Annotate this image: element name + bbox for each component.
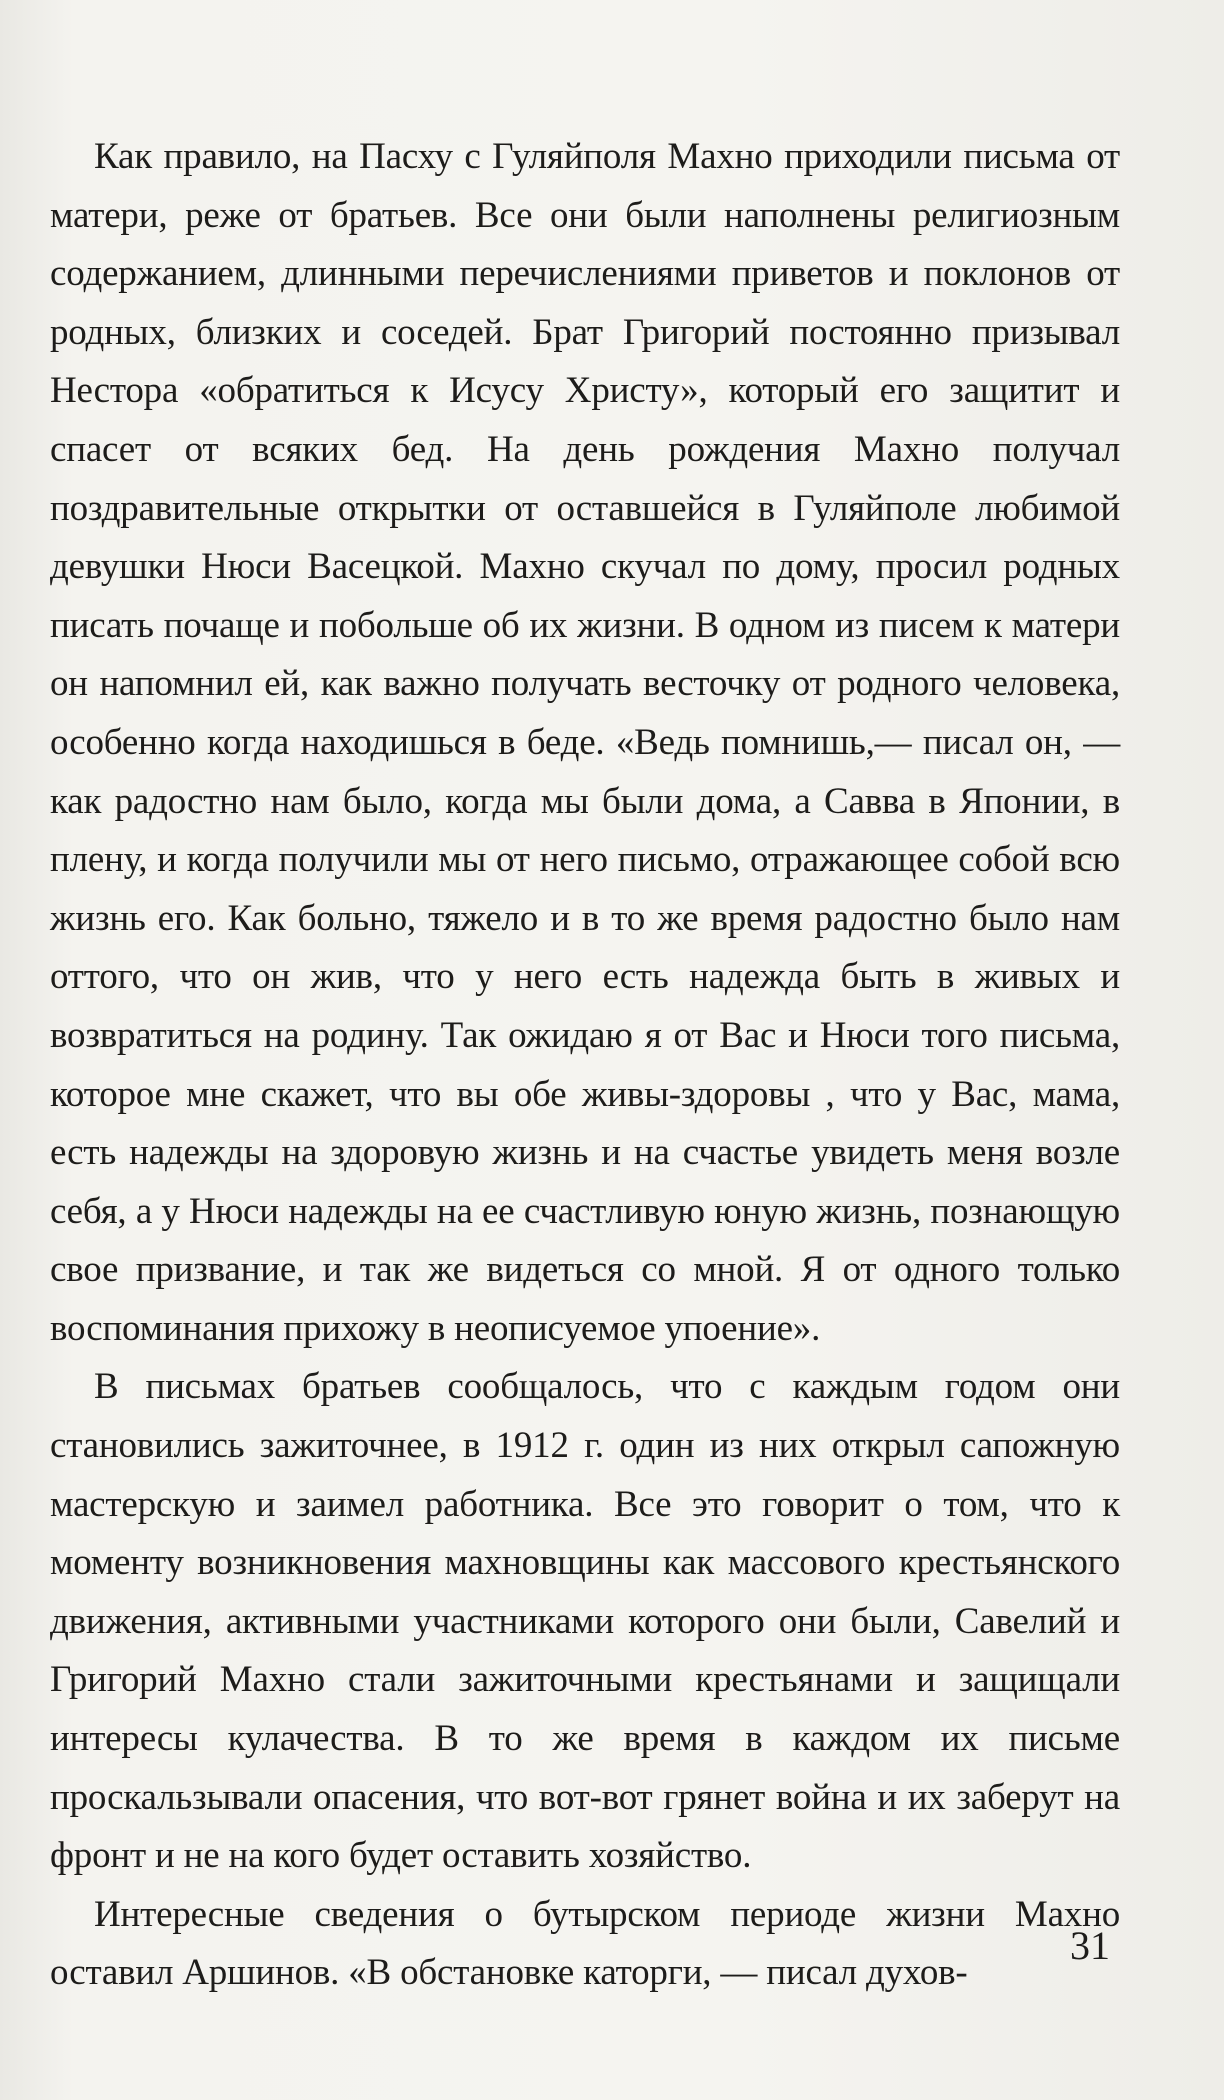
paragraph-1: Как правило, на Пасху с Гуляйполя Махно приходили письма от матери, реже от братьев. Все они были наполнены религиозным содержанием, длинными перечислениями приветов и поклонов от родных, близких и соседей. Брат Григорий постоянно призывал Нестора «обратиться к Исусу Христу», который его защитит и спасет от всяких бед. На день рождения Махно получал поздравительные открытки от оставшейся в Гуляйполе любимой девушки Нюси Васецкой. Махно скучал по дому, просил родных писать почаще и побольше об их жизни. В одном из писем к матери он напомнил ей, как важно получать весточку от родного человека, особенно когда находишься в беде. «Ведь помнишь,— писал он, — как радостно нам было, когда мы были дома, а Савва в Японии, в плену, и когда получили мы от него письмо, отражающее собой всю жизнь его. Как больно, тяжело и в то же время радостно было нам оттого, что он жив, что у него есть надежда быть в живых и возвратиться на родину. Так ожидаю я от Вас и Нюси того письма, которое мне скажет, что вы обе живы-здоровы , что у Вас, мама, есть надежды на здоровую жизнь и на счастье увидеть меня возле себя, а у Нюси надежды на ее счастливую юную жизнь, познающую свое призвание, и так же видеться со мной. Я от одного только воспоминания прихожу в неописуемое упоение». [50,136,1120,1349]
paragraph-3: Интересные сведения о бутырском периоде жизни Махно оставил Аршинов. «В обстановке каторги, — писал духов- [50,1893,1120,1994]
page-number: 31 [1070,1923,1110,1968]
paragraph-2: В письмах братьев сообщалось, что с каждым годом они становились зажиточнее, в 1912 г. один из них открыл сапожную мастерскую и заимел работника. Все это говорит о том, что к моменту возникновения махновщины как массового крестьянского движения, активными участниками которого они были, Савелий и Григорий Махно стали зажиточными крестьянами и защищали интересы кулачества. В то же время в каждом их письме проскальзывали опасения, что вот-вот грянет война и их заберут на фронт и не на кого будет оставить хозяйство. [50,1366,1120,1877]
body-text [50,128,1120,2003]
